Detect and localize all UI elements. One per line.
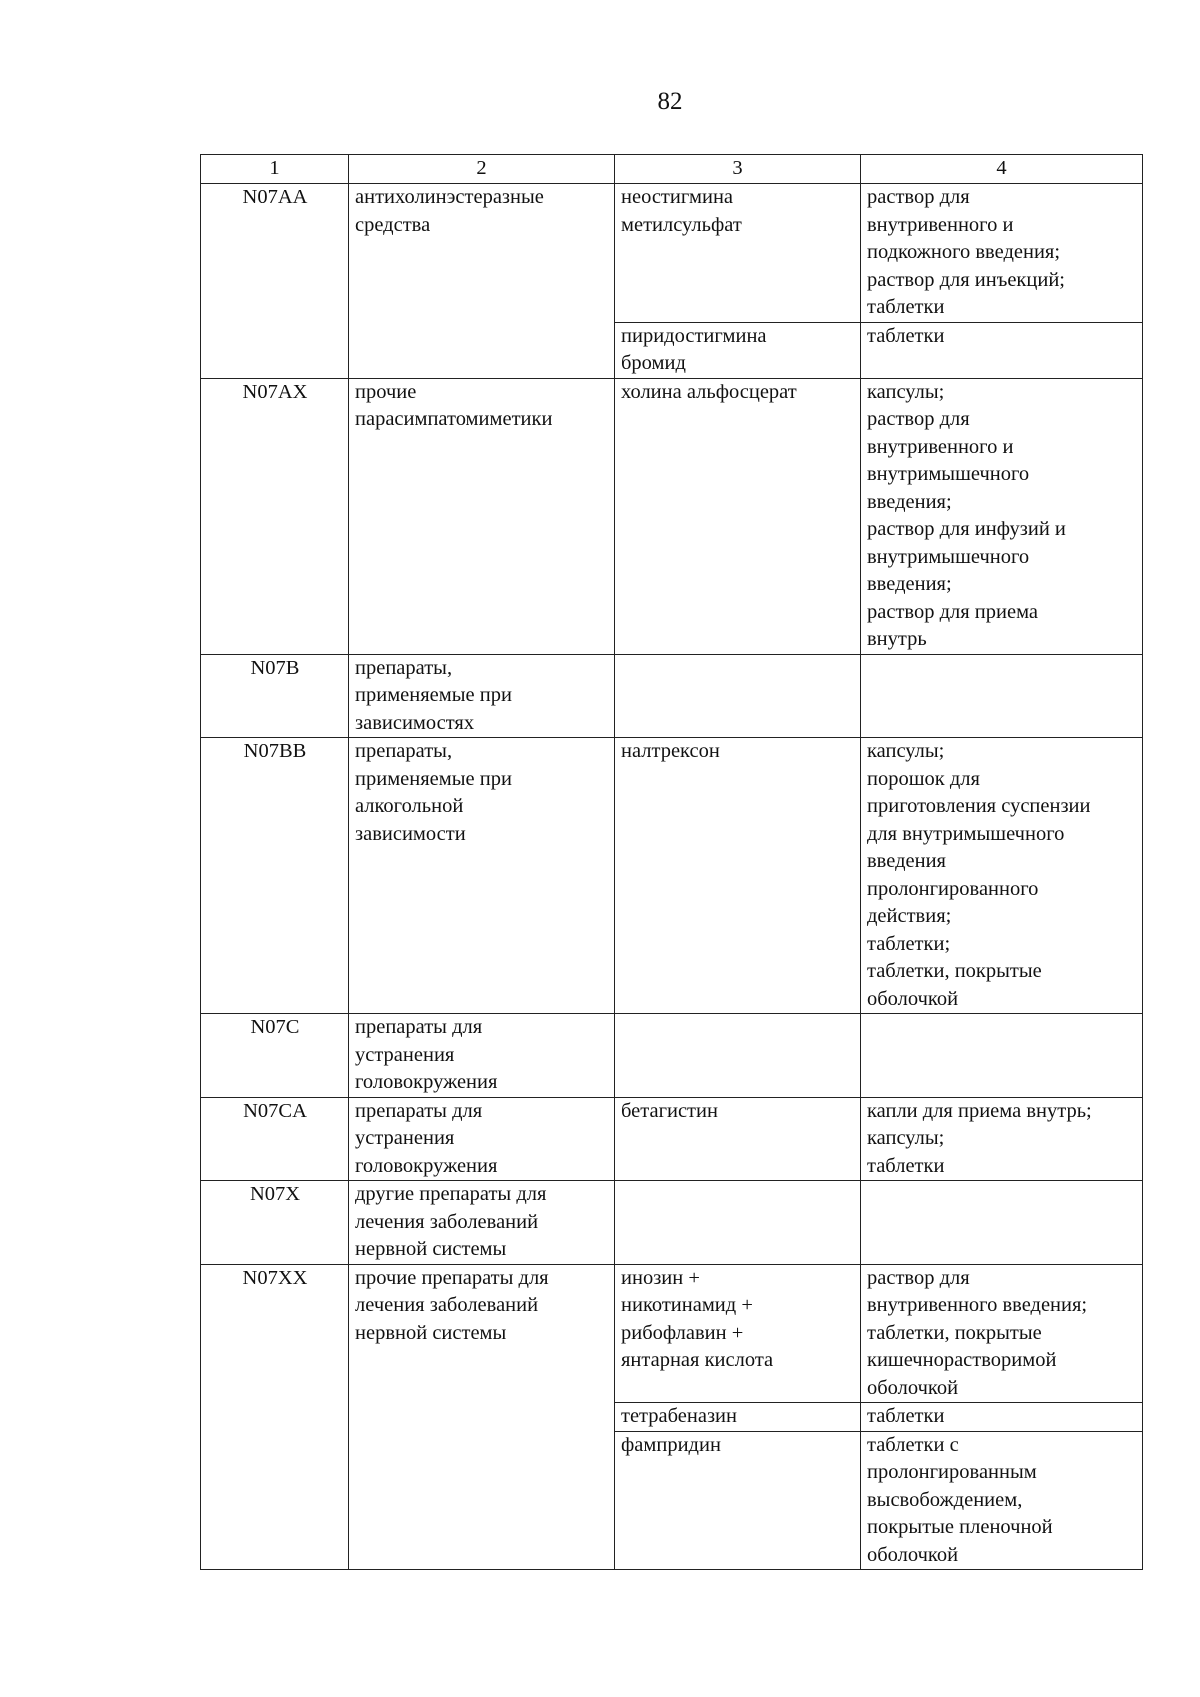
column-number: 3 [615, 155, 861, 184]
dosage-forms-line: внутримышечного [867, 463, 1030, 485]
drug-name-line: янтарная кислота [621, 1349, 774, 1371]
group-name-line: устранения [355, 1043, 455, 1066]
group-name-line: другие препараты для [355, 1183, 547, 1205]
group-name-line: головокружения [355, 1154, 498, 1177]
atc-code: N07CA [201, 1097, 349, 1181]
dosage-forms-line: таблетки [867, 1405, 945, 1427]
table-row [201, 1014, 1143, 1098]
dosage-forms-line: действия; [867, 905, 952, 927]
dosage-forms-line: покрытые пленочной [867, 1516, 1053, 1538]
group-name [349, 184, 615, 379]
dosage-forms [861, 1431, 1143, 1570]
group-name [349, 1097, 615, 1181]
drug-name-line: пиридостигмина [621, 324, 767, 347]
dosage-forms-line: порошок для [867, 767, 980, 790]
dosage-forms [861, 184, 1143, 323]
group-name [349, 378, 615, 654]
group-name-line: зависимостях [355, 711, 475, 734]
drug-name-line: фампридин [621, 1433, 721, 1456]
drug-name [615, 378, 861, 654]
dosage-forms-line: таблетки [867, 1154, 945, 1177]
column-number: 1 [201, 155, 349, 184]
atc-code: N07B [201, 654, 349, 738]
group-name-line: алкогольной [355, 795, 464, 817]
group-name [349, 1014, 615, 1098]
dosage-forms-line: внутривенного и [867, 435, 1014, 458]
drug-table [200, 154, 1143, 1570]
column-number: 4 [861, 155, 1143, 184]
dosage-forms-line: кишечнорастворимой [867, 1349, 1057, 1371]
dosage-forms-line: для внутримышечного [867, 822, 1065, 845]
drug-name [615, 1097, 861, 1181]
dosage-forms-line: внутривенного введения; [867, 1294, 1088, 1316]
drug-name [615, 1403, 861, 1432]
drug-name-line: бромид [621, 352, 686, 374]
group-name [349, 738, 615, 1014]
group-name-line: нервной системы [355, 1238, 507, 1260]
dosage-forms-line: оболочкой [867, 1376, 959, 1399]
dosage-forms-line: высвобождением, [867, 1488, 1023, 1511]
drug-name [615, 738, 861, 1014]
dosage-forms-line: раствор для [867, 1266, 970, 1289]
dosage-forms [861, 1181, 1143, 1265]
table-row [201, 654, 1143, 738]
drug-name [615, 1181, 861, 1265]
dosage-forms-line: капсулы; [867, 380, 945, 403]
group-name-line: препараты, [355, 656, 453, 679]
group-name-line: препараты для [355, 1099, 483, 1122]
drug-name-line: холина альфосцерат [621, 380, 797, 403]
group-name-line: парасимпатомиметики [355, 408, 553, 430]
group-name-line: устранения [355, 1127, 455, 1149]
dosage-forms-line: внутривенного и [867, 213, 1014, 236]
table-row [201, 1264, 1143, 1403]
group-name-line: препараты, [355, 740, 453, 762]
dosage-forms-line: раствор для инъекций; [867, 268, 1065, 291]
drug-name-line: налтрексон [621, 740, 720, 762]
drug-name-line: рибофлавин + [621, 1321, 744, 1344]
group-name-line: препараты для [355, 1016, 483, 1038]
table-row [201, 1097, 1143, 1181]
group-name-line: прочие [355, 380, 417, 403]
group-name-line: зависимости [355, 822, 466, 845]
group-name-line: головокружения [355, 1071, 498, 1093]
dosage-forms [861, 322, 1143, 378]
table-row [201, 738, 1143, 1014]
table-row [201, 378, 1143, 654]
table-row [201, 184, 1143, 323]
dosage-forms-line: введения [867, 850, 946, 872]
dosage-forms [861, 378, 1143, 654]
drug-name [615, 1014, 861, 1098]
page-number: 82 [657, 88, 683, 115]
group-name-line: средства [355, 213, 431, 236]
dosage-forms-line: внутрь [867, 628, 927, 650]
group-name [349, 1181, 615, 1265]
atc-code: N07C [201, 1014, 349, 1098]
drug-name-line: никотинамид + [621, 1294, 753, 1316]
dosage-forms-line: капсулы; [867, 740, 945, 762]
drug-name-line: бетагистин [621, 1099, 718, 1122]
dosage-forms-line: раствор для [867, 186, 970, 208]
dosage-forms [861, 654, 1143, 738]
group-name [349, 654, 615, 738]
dosage-forms-line: раствор для инфузий и [867, 518, 1066, 540]
dosage-forms [861, 1014, 1143, 1098]
dosage-forms-line: таблетки с [867, 1433, 959, 1456]
dosage-forms-line: внутримышечного [867, 545, 1030, 568]
dosage-forms-line: капсулы; [867, 1127, 945, 1149]
table-row [201, 1181, 1143, 1265]
drug-name-line: метилсульфат [621, 213, 742, 236]
dosage-forms-line: таблетки [867, 296, 945, 318]
dosage-forms-line: пролонгированным [867, 1461, 1037, 1483]
drug-table-body [201, 155, 1143, 1570]
dosage-forms [861, 738, 1143, 1014]
drug-name [615, 184, 861, 323]
atc-code: N07BB [201, 738, 349, 1014]
dosage-forms-line: оболочкой [867, 987, 959, 1010]
dosage-forms [861, 1403, 1143, 1432]
dosage-forms-line: таблетки [867, 324, 945, 347]
drug-name-line: инозин + [621, 1266, 700, 1289]
dosage-forms-line: капли для приема внутрь; [867, 1099, 1092, 1122]
group-name-line: лечения заболеваний [355, 1210, 539, 1233]
drug-name [615, 1264, 861, 1403]
dosage-forms-line: раствор для [867, 408, 970, 430]
group-name [349, 1264, 615, 1570]
dosage-forms-line: приготовления суспензии [867, 795, 1091, 817]
group-name-line: применяемые при [355, 684, 512, 706]
dosage-forms-line: раствор для приема [867, 600, 1039, 623]
drug-name [615, 654, 861, 738]
atc-code: N07AA [201, 184, 349, 379]
column-number: 2 [349, 155, 615, 184]
dosage-forms-line: таблетки, покрытые [867, 960, 1042, 982]
group-name-line: прочие препараты для [355, 1266, 549, 1289]
column-number-row [201, 155, 1143, 184]
drug-name-line: неостигмина [621, 186, 734, 208]
group-name-line: лечения заболеваний [355, 1294, 539, 1316]
dosage-forms-line: таблетки; [867, 932, 951, 955]
dosage-forms [861, 1097, 1143, 1181]
atc-code: N07AX [201, 378, 349, 654]
group-name-line: нервной системы [355, 1321, 507, 1344]
drug-name [615, 322, 861, 378]
group-name-line: применяемые при [355, 767, 512, 790]
drug-name [615, 1431, 861, 1570]
dosage-forms-line: пролонгированного [867, 877, 1039, 900]
dosage-forms-line: подкожного введения; [867, 241, 1061, 263]
atc-code: N07XX [201, 1264, 349, 1570]
dosage-forms-line: таблетки, покрытые [867, 1321, 1042, 1344]
atc-code: N07X [201, 1181, 349, 1265]
dosage-forms-line: оболочкой [867, 1543, 959, 1566]
group-name-line: антихолинэстеразные [355, 186, 544, 208]
dosage-forms [861, 1264, 1143, 1403]
dosage-forms-line: введения; [867, 490, 952, 513]
drug-name-line: тетрабеназин [621, 1405, 737, 1427]
dosage-forms-line: введения; [867, 573, 952, 595]
